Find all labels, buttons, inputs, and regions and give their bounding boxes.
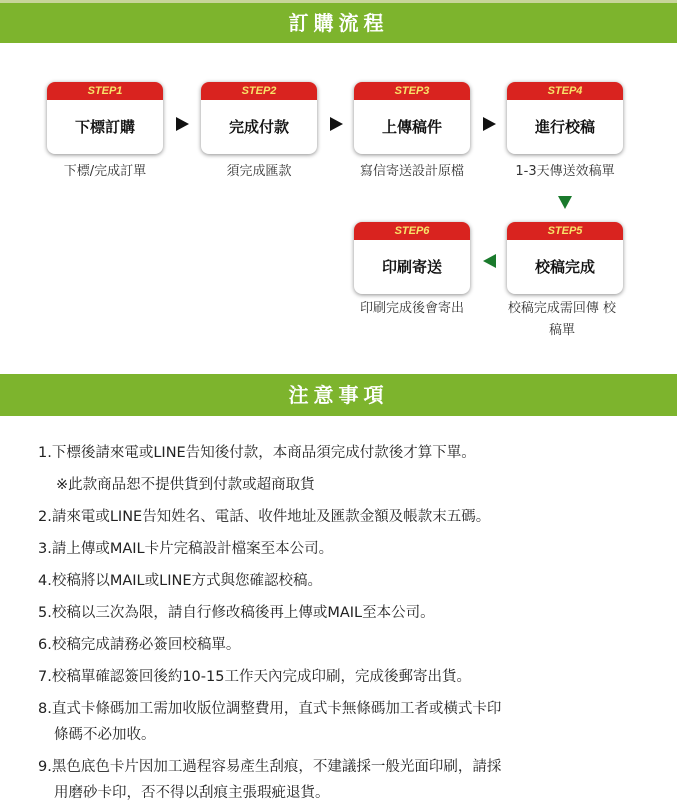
step-3-desc: 寫信寄送設計原檔 <box>359 164 464 179</box>
step-6-card <box>354 222 470 294</box>
step-3-title: 上傳稿件 <box>381 118 442 136</box>
step-2-desc: 須完成匯款 <box>226 164 292 179</box>
step-5-label: STEP5 <box>507 222 623 240</box>
step-2-title: 完成付款 <box>228 118 289 136</box>
step-4-title: 進行校稿 <box>534 118 595 136</box>
step-4-label: STEP4 <box>507 82 623 100</box>
step-3-card <box>354 82 470 154</box>
step-1-card <box>47 82 163 154</box>
note-item <box>38 696 638 748</box>
step-4-card <box>507 82 623 154</box>
arrow-right-icon <box>483 117 496 131</box>
note-item: ※此款商品恕不提供貨到付款或超商取貨 <box>56 477 315 493</box>
note-item: 7.校稿單確認簽回後約10-15工作天內完成印刷，完成後郵寄出貨。 <box>38 669 471 685</box>
step-1-desc: 下標/完成訂單 <box>63 164 147 179</box>
order-process-banner <box>0 0 677 43</box>
step-6-title: 印刷寄送 <box>381 258 442 276</box>
note-item: 5.校稿以三次為限，請自行修改稿後再上傳或MAIL至本公司。 <box>38 605 435 621</box>
note-item: 4.校稿將以MAIL或LINE方式與您確認校稿。 <box>38 573 322 589</box>
note-item: 6.校稿完成請務必簽回校稿單。 <box>38 637 241 653</box>
step-3-label: STEP3 <box>354 82 470 100</box>
note-item-continuation: 條碼不必加收。 <box>54 727 156 743</box>
step-4-desc: 1-3天傳送效稿單 <box>515 164 615 179</box>
order-process-title: 訂購流程 <box>288 11 389 35</box>
step-5-title: 校稿完成 <box>534 258 595 276</box>
note-item-continuation: 用磨砂卡印，否不得以刮痕主張瑕疵退貨。 <box>54 785 330 801</box>
notes-list <box>38 440 638 812</box>
arrow-down-icon <box>558 196 572 209</box>
step-1-title: 下標訂購 <box>74 118 135 136</box>
notes-title: 注意事項 <box>288 383 389 407</box>
note-item <box>38 754 638 806</box>
step-2-card <box>201 82 317 154</box>
notes-banner <box>0 374 677 416</box>
arrow-right-icon <box>330 117 343 131</box>
arrow-left-icon <box>483 254 496 268</box>
note-item-line: 9.黑色底色卡片因加工過程容易產生刮痕，不建議採一般光面印刷，請採 <box>38 759 502 775</box>
step-2-label: STEP2 <box>201 82 317 100</box>
note-item-line: 8.直式卡條碼加工需加收版位調整費用，直式卡無條碼加工者或橫式卡印 <box>38 701 502 717</box>
step-6-label: STEP6 <box>354 222 470 240</box>
arrow-right-icon <box>176 117 189 131</box>
note-item: 1.下標後請來電或LINE告知後付款，本商品須完成付款後才算下單。 <box>38 445 476 461</box>
step-5-card <box>507 222 623 294</box>
step-5-desc: 校稿完成需回傳 校稿單 <box>507 301 617 338</box>
note-item: 3.請上傳或MAIL卡片完稿設計檔案至本公司。 <box>38 541 334 557</box>
step-1-label: STEP1 <box>47 82 163 100</box>
step-6-desc: 印刷完成後會寄出 <box>359 301 464 316</box>
note-item: 2.請來電或LINE告知姓名、電話、收件地址及匯款金額及帳款末五碼。 <box>38 509 491 525</box>
